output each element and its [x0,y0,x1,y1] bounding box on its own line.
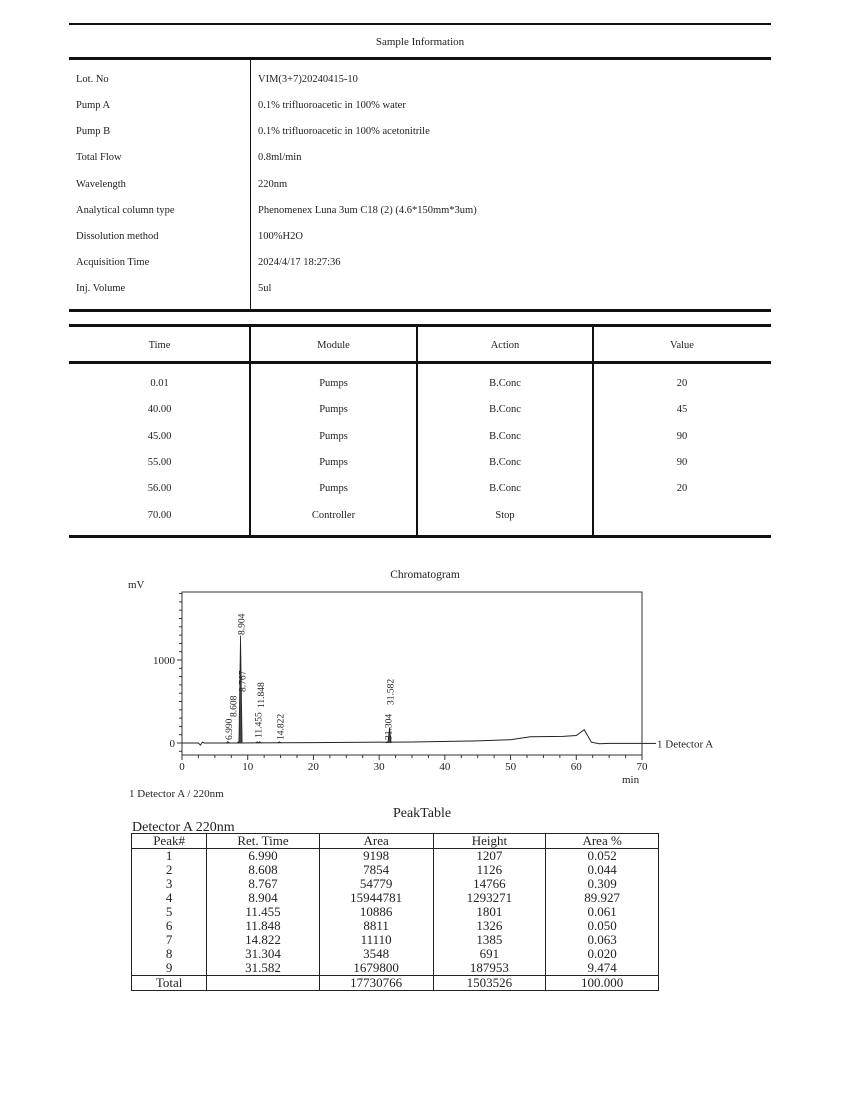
peak-cell: 5 [132,905,207,919]
info-value: 0.8ml/min [258,152,302,163]
info-label: Pump B [76,126,111,137]
y-axis-label: mV [128,579,145,591]
peak-cell: 1293271 [433,891,546,905]
peak-label: 8.767 [238,670,249,692]
peak-cell: 1801 [433,905,546,919]
program-cell: B.Conc [489,378,521,389]
info-value: 5ul [258,283,272,294]
info-row-inj-volume [70,278,770,304]
total-label: Total [132,976,207,991]
x-tick-label: 50 [505,761,517,773]
peak-cell: 9198 [319,849,433,864]
peak-cell: 0.063 [546,933,659,947]
peak-cell: 11.455 [207,905,320,919]
peak-label: 6.990 [224,718,235,740]
peak-row [132,905,659,919]
program-cell: 90 [676,430,688,442]
peak-cell: 1 [132,849,207,864]
peak-cell: 0.020 [546,947,659,961]
peak-cell: 7 [132,933,207,947]
peak-cell: 8.767 [207,877,320,891]
peak-cell: 0.052 [546,849,659,864]
program-cell: Pumps [319,483,348,495]
peak-row [132,961,659,976]
peak-cell: 14.822 [207,933,320,947]
x-tick-label: 30 [373,761,385,773]
col-area-pct: Area % [546,834,659,849]
info-value: 2024/4/17 18:27:36 [258,257,341,268]
x-tick-label: 70 [636,761,648,773]
program-cell: B.Conc [489,404,521,416]
peak-label: 31.304 [384,713,395,740]
peak-cell: 89.927 [546,891,659,905]
series-name: 1 Detector A [657,738,714,751]
x-tick-label: 0 [179,761,185,773]
x-axis-label: min [622,774,640,786]
peak-cell: 1126 [433,863,546,877]
peak-label: 8.904 [237,613,248,635]
peak-cell: 8.608 [207,863,320,877]
peak-mark [278,742,281,743]
program-cell: 20 [676,378,688,389]
peak-table [131,833,659,991]
peak-cell: 3548 [319,947,433,961]
peak-label: 31.582 [386,678,397,705]
info-row-pump-a [70,95,770,121]
program-cell: B.Conc [489,456,521,468]
program-header-module: Module [317,340,350,351]
peak-row [132,877,659,891]
peak-cell: 14766 [433,877,546,891]
y-tick-label: 1000 [153,655,175,667]
peak-label: 8.608 [229,695,240,717]
chart-footer: 1 Detector A / 220nm [129,788,224,800]
peak-cell: 15944781 [319,891,433,905]
peak-mark [258,742,261,743]
col-ret-time: Ret. Time [207,834,320,849]
peak-cell: 0.309 [546,877,659,891]
program-cell: 45 [676,404,688,416]
info-row-column-type [70,200,770,226]
program-header-value: Value [670,340,694,351]
peak-cell: 4 [132,891,207,905]
peak-cell: 8811 [319,919,433,933]
peak-cell: 1679800 [319,961,433,976]
info-row-pump-b [70,121,770,147]
info-row-dissolution [70,226,770,252]
program-cell: 20 [676,483,688,495]
info-row-total-flow [70,147,770,173]
info-label: Pump A [76,100,111,111]
info-value: VIM(3+7)20240415-10 [258,74,358,85]
program-cell: Pumps [319,404,348,416]
peak-cell: 0.044 [546,863,659,877]
col-peak: Peak# [132,834,207,849]
peak-cell: 7854 [319,863,433,877]
program-cell: 40.00 [147,404,172,416]
peak-cell: 691 [433,947,546,961]
peak-table-detector: Detector A 220nm [132,820,235,835]
peak-cell: 3 [132,877,207,891]
peak-cell: 9 [132,961,207,976]
info-label: Inj. Volume [76,283,126,294]
peak-cell: 11110 [319,933,433,947]
peak-cell: 2 [132,863,207,877]
peak-row [132,891,659,905]
info-label: Total Flow [76,152,122,163]
info-label: Analytical column type [76,205,175,216]
program-cell: Pumps [319,430,348,442]
info-label: Acquisition Time [76,257,150,268]
peak-cell: 1207 [433,849,546,864]
peak-cell: 11.848 [207,919,320,933]
total-area: 17730766 [319,976,433,991]
program-cell: Controller [311,509,356,521]
program-cell: Pumps [319,378,348,389]
y-tick-label: 0 [169,738,175,750]
peak-row [132,863,659,877]
peak-cell: 6.990 [207,849,320,864]
program-cell: Pumps [319,456,348,468]
program-cell: 55.00 [147,456,172,468]
total-ret-time [207,976,320,991]
program-cell: 90 [676,456,688,468]
chromatogram-chart [0,560,849,800]
info-value: 220nm [258,179,288,190]
peak-cell: 8 [132,947,207,961]
info-row-wavelength [70,174,770,200]
x-tick-label: 40 [439,761,451,773]
chart-title: Chromatogram [390,569,460,581]
peak-label: 14.822 [276,713,287,740]
peak-cell: 187953 [433,961,546,976]
info-value: 0.1% trifluoroacetic in 100% acetonitrile [258,126,430,137]
info-value: 0.1% trifluoroacetic in 100% water [258,100,406,111]
peak-cell: 9.474 [546,961,659,976]
peak-table-header [132,834,659,849]
col-height: Height [433,834,546,849]
peak-cell: 0.050 [546,919,659,933]
peak-cell: 31.304 [207,947,320,961]
peak-row [132,933,659,947]
detector-trace [182,730,642,745]
peak-cell: 1385 [433,933,546,947]
peak-cell: 1326 [433,919,546,933]
peak-cell: 31.582 [207,961,320,976]
peak-row [132,947,659,961]
peak-cell: 0.061 [546,905,659,919]
peak-cell: 6 [132,919,207,933]
x-tick-label: 20 [307,761,319,773]
peak-row [132,919,659,933]
info-value: 100%H2O [258,231,303,242]
program-header-time: Time [148,340,171,351]
peak-table-title: PeakTable [392,806,452,821]
total-height: 1503526 [433,976,546,991]
peak-mark [226,742,229,743]
program-cell: 70.00 [147,509,172,521]
peak-table-total-row [132,976,659,991]
program-cell: B.Conc [489,483,521,495]
peak-cell: 10886 [319,905,433,919]
program-cell: 56.00 [147,483,172,495]
peak-cell: 54779 [319,877,433,891]
info-value: Phenomenex Luna 3um C18 (2) (4.6*150mm*3um) [258,205,477,216]
x-tick-label: 10 [242,761,254,773]
program-cell: Stop [495,509,515,521]
info-label: Lot. No [76,74,109,85]
peak-label: 11.848 [256,682,267,708]
info-label: Dissolution method [76,231,159,242]
info-row-lot [70,69,770,95]
program-cell: B.Conc [489,430,521,442]
program-header-action: Action [490,340,520,351]
peak-label: 11.455 [254,712,265,738]
program-cell: 45.00 [147,430,172,442]
program-cell: 0.01 [150,378,169,389]
total-area-pct: 100.000 [546,976,659,991]
peak-row [132,849,659,864]
info-row-acquisition-time [70,252,770,278]
x-tick-label: 60 [570,761,582,773]
col-area: Area [319,834,433,849]
peak-cell: 8.904 [207,891,320,905]
plot-frame [182,592,642,755]
sample-info-title: Sample Information [375,36,465,48]
info-label: Wavelength [76,179,126,190]
